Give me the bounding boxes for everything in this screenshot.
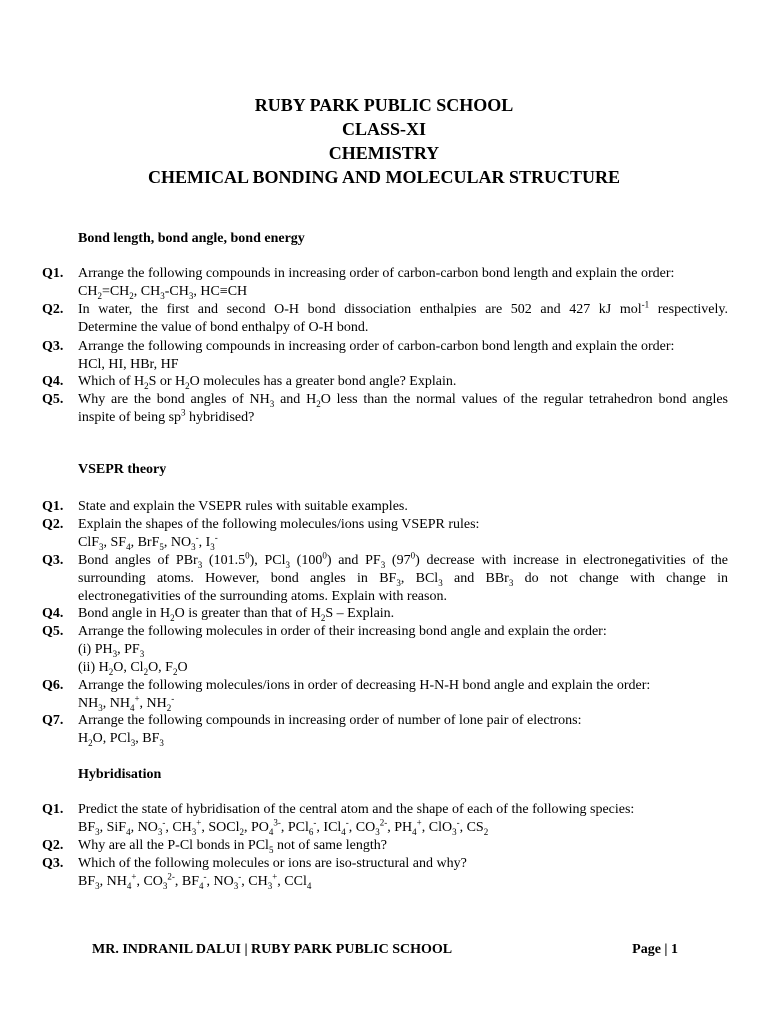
- question-text: [78, 837, 728, 855]
- footer-page-number: Page | 1: [632, 942, 678, 957]
- question-item: [42, 623, 728, 676]
- footer-author: MR. INDRANIL DALUI | RUBY PARK PUBLIC SCHOOL: [92, 942, 453, 957]
- question-line: ClF$_3$, $SF_4$, BrF$_5$, $NO_3^-$, $I_3^-$: [78, 532, 218, 552]
- question-number: Q3.: [42, 339, 64, 354]
- question-number: Q1.: [42, 266, 64, 281]
- question-item: [42, 373, 728, 391]
- document-header: [0, 93, 768, 189]
- question-text: [78, 498, 728, 516]
- question-line: Bond angle in $H_2O$ is greater than that of $H_2S$ – Explain.: [78, 606, 395, 623]
- question-item: [42, 605, 728, 623]
- question-text: [78, 552, 728, 605]
- question-item: [42, 677, 728, 713]
- question-number: Q2.: [42, 517, 64, 532]
- question-line: Arrange the following molecules/ions in order of decreasing H-N-H bond angle and explain the order:: [78, 678, 651, 693]
- question-item: [42, 552, 728, 605]
- question-line: $BF_3$, $NH_4^+$, $CO_3^{2-}$, $BF_4^-$, $NO_3^-$, $CH_3^+$, CCl$_4$: [78, 871, 312, 891]
- question-line: In water, the first and second O-H bond dissociation enthalpies are 502 and 427 kJ mol$^{-1}$ respectively.: [78, 299, 728, 317]
- question-text: [78, 801, 728, 837]
- question-line: $CH_2=CH_2$, $CH_3-CH_3$, HC≡CH: [78, 283, 248, 301]
- question-number: Q2.: [42, 838, 64, 853]
- topic-title: CHEMICAL BONDING AND MOLECULAR STRUCTURE: [147, 167, 621, 187]
- question-text: [78, 338, 728, 374]
- question-line: Which of the following molecules or ions are iso-structural and why?: [78, 856, 467, 871]
- section-title-vsepr-theory: VSEPR theory: [78, 462, 167, 477]
- question-number: Q4.: [42, 374, 64, 389]
- question-text: [78, 712, 728, 748]
- question-item: [42, 712, 728, 748]
- section-title-hybridisation: Hybridisation: [78, 767, 162, 782]
- school-name: RUBY PARK PUBLIC SCHOOL: [254, 95, 514, 115]
- question-item: [42, 391, 728, 427]
- question-line: surrounding atoms. However, bond angles in $BF_3$, BCl$_3$ and BBr$_3$ do not change with change in: [78, 570, 728, 588]
- question-line: inspite of being $sp^3$ hybridised?: [78, 407, 255, 425]
- question-line: Predict the state of hybridisation of the central atom and the shape of each of the following species:: [78, 802, 635, 817]
- question-line: $BF_3$, SiF$_4$, $NO_3^-$, $CH_3^+$, SOCl$_2$, $PO_4^{3-}$, PCl$_6$-, ICl$_4$-, $CO_3^{2-}$, $PH_4^+$, ClO$_3$-, $CS_2$: [78, 817, 489, 837]
- question-item: [42, 837, 728, 855]
- question-item: [42, 801, 728, 837]
- question-line: $NH_3$, $NH_4^+$, $NH_2^-$: [78, 693, 175, 713]
- question-number: Q5.: [42, 392, 64, 407]
- question-text: [78, 516, 728, 552]
- question-number: Q2.: [42, 302, 64, 317]
- question-number: Q3.: [42, 553, 64, 568]
- question-text: [78, 265, 728, 301]
- question-number: Q1.: [42, 499, 64, 514]
- question-line: Determine the value of bond enthalpy of O-H bond.: [78, 319, 369, 335]
- section-title-bond-length-bond-angle-bond-energy: Bond length, bond angle, bond energy: [78, 231, 305, 246]
- question-line: electronegativities of the surrounding atoms. Explain with reason.: [78, 588, 447, 604]
- question-line: $H_2O$, PCl$_3$, $BF_3$: [78, 730, 164, 748]
- question-text: [78, 855, 728, 891]
- question-item: [42, 516, 728, 552]
- question-item: [42, 855, 728, 891]
- question-number: Q5.: [42, 624, 64, 639]
- question-line: Arrange the following molecules in order of their increasing bond angle and explain the order:: [78, 624, 607, 639]
- question-line: Bond angles of PBr$_3$ (101.5$^0$), PCl$_3$ $(100^0)$ and $PF_3$ $(97^0)$ decrease with increase in electronegativities of the: [78, 550, 728, 570]
- question-line: Arrange the following compounds in increasing order of carbon-carbon bond length and explain the order:: [78, 339, 675, 354]
- question-line: Arrange the following compounds in increasing order of carbon-carbon bond length and explain the order:: [78, 266, 675, 281]
- question-item: [42, 498, 728, 516]
- question-line: Which of $H_2S$ or $H_2O$ molecules has a greater bond angle? Explain.: [78, 374, 457, 391]
- question-text: [78, 301, 728, 337]
- question-text: [78, 605, 728, 623]
- question-number: Q1.: [42, 802, 64, 817]
- question-number: Q7.: [42, 713, 64, 728]
- question-line: Why are the bond angles of $NH_3$ and $H_2O$ less than the normal values of the regular tetrahedron bond angles: [78, 392, 729, 409]
- question-text: [78, 677, 728, 713]
- question-number: Q6.: [42, 678, 64, 693]
- question-item: [42, 338, 728, 374]
- question-line: State and explain the VSEPR rules with suitable examples.: [78, 499, 408, 514]
- question-line: HCl, HI, HBr, HF: [78, 356, 179, 372]
- class-title: CLASS-XI: [341, 119, 427, 139]
- question-text: [78, 391, 728, 427]
- question-text: [78, 623, 728, 676]
- question-line: (i) $PH_3$, $PF_3$: [78, 641, 145, 659]
- question-item: [42, 301, 728, 337]
- question-number: Q3.: [42, 856, 64, 871]
- question-line: Arrange the following compounds in increasing order of number of lone pair of electrons:: [78, 713, 582, 728]
- question-item: [42, 265, 728, 301]
- subject-title: CHEMISTRY: [328, 143, 440, 163]
- question-line: (ii) $H_2O$, $Cl_2O$, $F_2O$: [78, 659, 188, 677]
- question-text: [78, 373, 728, 391]
- question-number: Q4.: [42, 606, 64, 621]
- question-line: Why are all the P-Cl bonds in PCl$_5$ not of same length?: [78, 838, 387, 855]
- question-line: Explain the shapes of the following molecules/ions using VSEPR rules:: [78, 517, 480, 532]
